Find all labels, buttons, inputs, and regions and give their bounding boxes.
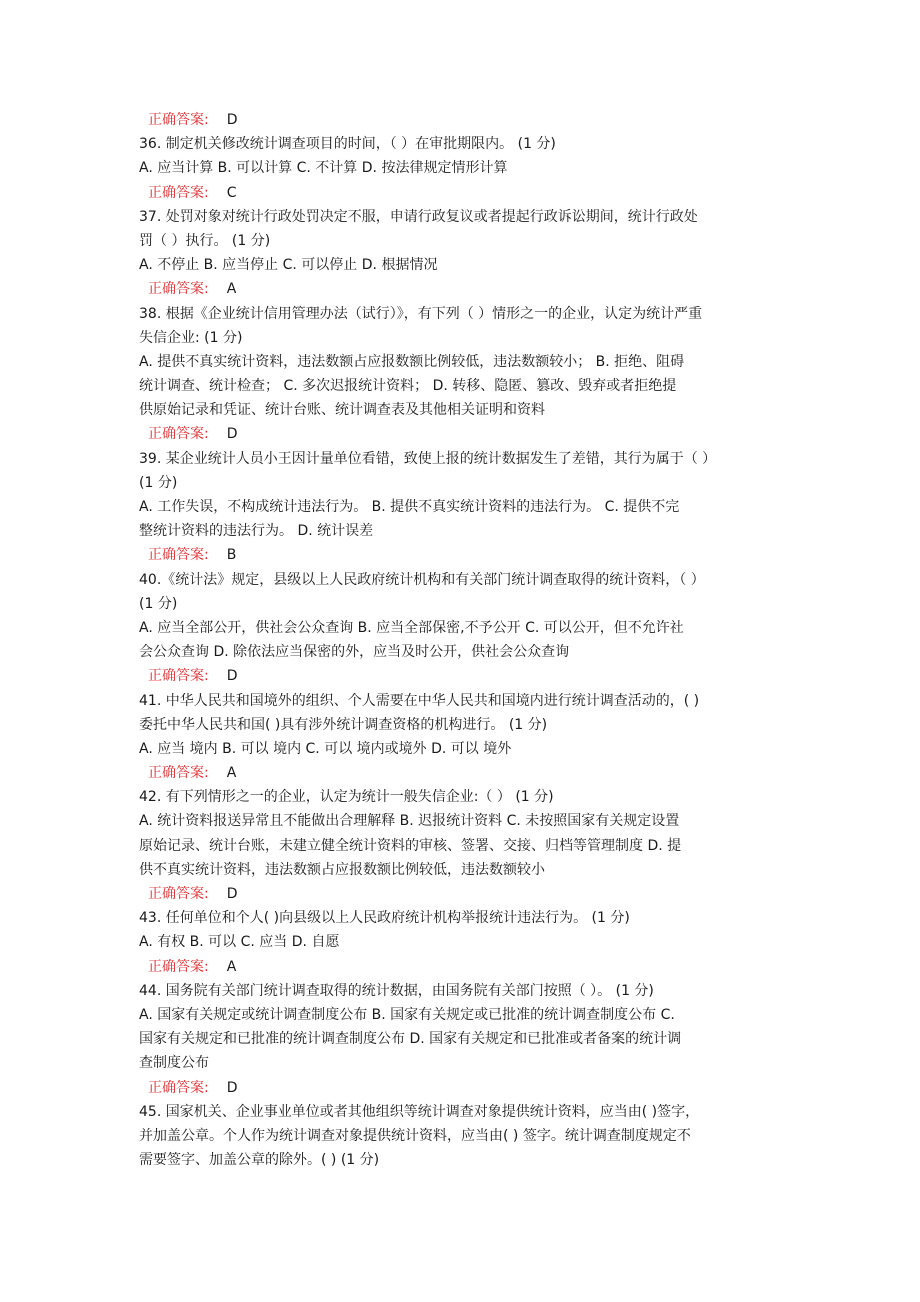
question-text-line: 会公众查询 D. 除依法应当保密的外，应当及时公开，供社会公众查询 bbox=[139, 644, 570, 661]
question-text-line: 供不真实统计资料，违法数额占应报数额比例较低，违法数额较小 bbox=[139, 861, 545, 878]
question-text-line: 45. 国家机关、企业事业单位或者其他组织等统计调查对象提供统计资料，应当由( )签字， bbox=[139, 1103, 700, 1120]
question-text-line: 36. 制定机关修改统计调查项目的时间，（ ）在审批期限内。 (1 分) bbox=[139, 136, 556, 153]
correct-answer-label: 正确答案: bbox=[148, 112, 209, 128]
correct-answer-row bbox=[139, 882, 791, 906]
correct-answer-label: 正确答案: bbox=[148, 281, 209, 298]
question-text-line: A. 提供不真实统计资料，违法数额占应报数额比例较低，违法数额较小； B. 拒绝、阻碍 bbox=[139, 353, 685, 370]
correct-answer-label: 正确答案: bbox=[148, 765, 209, 782]
correct-answer-label: 正确答案: bbox=[148, 1079, 209, 1096]
question-text-line: 42. 有下列情形之一的企业，认定为统计一般失信企业:（ ） (1 分) bbox=[139, 789, 554, 806]
correct-answer-row bbox=[139, 664, 791, 688]
question-text-line: 罚（ ）执行。 (1 分) bbox=[139, 232, 271, 249]
question-text-line: A. 国家有关规定或统计调查制度公布 B. 国家有关规定或已批准的统计调查制度公布 C. bbox=[139, 1006, 675, 1023]
question-text-line: (1 分) bbox=[139, 474, 178, 491]
question-text-line: A. 应当计算 B. 可以计算 C. 不计算 D. 按法律规定情形计算 bbox=[139, 160, 508, 177]
correct-answer-label: 正确答案: bbox=[148, 886, 209, 902]
correct-answer-label: 正确答案: bbox=[148, 958, 209, 975]
correct-answer-value: A bbox=[226, 765, 237, 782]
question-text-line: 委托中华人民共和国( )具有涉外统计调查资格的机构进行。 (1 分) bbox=[139, 716, 548, 733]
correct-answer-value: B bbox=[226, 547, 237, 564]
question-document bbox=[139, 108, 791, 1172]
question-text-line: 需要签字、加盖公章的除外。( ) (1 分) bbox=[139, 1152, 380, 1169]
correct-answer-row bbox=[139, 955, 791, 979]
question-text-line: A. 不停止 B. 应当停止 C. 可以停止 D. 根据情况 bbox=[139, 257, 438, 274]
correct-answer-value: D bbox=[226, 112, 238, 128]
correct-answer-value: A bbox=[226, 281, 237, 298]
question-text-line: 整统计资料的违法行为。 D. 统计误差 bbox=[139, 523, 374, 540]
question-text-line: 统计调查、统计检查； C. 多次迟报统计资料； D. 转移、隐匿、篡改、毁弃或者拒绝提 bbox=[139, 378, 677, 395]
correct-answer-label: 正确答案: bbox=[148, 426, 209, 443]
question-text-line: 44. 国务院有关部门统计调查取得的统计数据，由国务院有关部门按照（ ）。 (1 分) bbox=[139, 982, 654, 999]
question-text-line: A. 有权 B. 可以 C. 应当 D. 自愿 bbox=[139, 934, 340, 951]
correct-answer-value: D bbox=[226, 1079, 238, 1096]
question-text-line: 41. 中华人民共和国境外的组织、个人需要在中华人民共和国境内进行统计调查活动的，( ) bbox=[139, 692, 700, 709]
correct-answer-value: D bbox=[226, 668, 238, 685]
correct-answer-row bbox=[139, 277, 791, 301]
correct-answer-value: D bbox=[226, 886, 238, 902]
correct-answer-row bbox=[139, 181, 791, 205]
question-text-line: 37. 处罚对象对统计行政处罚决定不服，申请行政复议或者提起行政诉讼期间，统计行政处 bbox=[139, 208, 698, 225]
question-text-line: 39. 某企业统计人员小王因计量单位看错，致使上报的统计数据发生了差错，其行为属于（ ） bbox=[139, 450, 717, 467]
question-text-line: 原始记录、统计台账，未建立健全统计资料的审核、签署、交接、归档等管理制度 D. 提 bbox=[139, 837, 682, 854]
question-text-line: 38. 根据《企业统计信用管理办法（试行）》，有下列（ ）情形之一的企业，认定为统计严重 bbox=[139, 305, 703, 322]
correct-answer-row bbox=[139, 543, 791, 567]
question-text-line: 40.《统计法》规定，县级以上人民政府统计机构和有关部门统计调查取得的统计资料，（ ） bbox=[139, 571, 705, 588]
question-text-line: A. 应当全部公开，供社会公众查询 B. 应当全部保密,不予公开 C. 可以公开，但不允许社 bbox=[139, 619, 684, 636]
question-text-line: 供原始记录和凭证、统计台账、统计调查表及其他相关证明和资料 bbox=[139, 402, 545, 419]
question-text-line: 国家有关规定和已批准的统计调查制度公布 D. 国家有关规定和已批准或者备案的统计调 bbox=[139, 1031, 682, 1048]
correct-answer-row bbox=[139, 108, 791, 132]
correct-answer-value: D bbox=[226, 426, 238, 443]
question-text-line: A. 工作失误，不构成统计违法行为。 B. 提供不真实统计资料的违法行为。 C. 提供不完 bbox=[139, 499, 680, 515]
question-text-line: A. 应当 境内 B. 可以 境内 C. 可以 境内或境外 D. 可以 境外 bbox=[139, 740, 512, 757]
question-text-line: 并加盖公章。个人作为统计调查对象提供统计资料，应当由( ) 签字。统计调查制度规定不 bbox=[139, 1127, 691, 1144]
correct-answer-row bbox=[139, 761, 791, 785]
correct-answer-value: A bbox=[226, 958, 237, 975]
correct-answer-label: 正确答案: bbox=[148, 547, 209, 564]
question-text-line: 查制度公布 bbox=[139, 1055, 209, 1072]
correct-answer-label: 正确答案: bbox=[148, 668, 209, 685]
question-text-line: 失信企业: (1 分) bbox=[139, 329, 243, 346]
correct-answer-row bbox=[139, 422, 791, 446]
correct-answer-label: 正确答案: bbox=[148, 184, 209, 201]
question-text-line: A. 统计资料报送异常且不能做出合理解释 B. 迟报统计资料 C. 未按照国家有关规定设置 bbox=[139, 813, 680, 830]
correct-answer-row bbox=[139, 1076, 791, 1100]
question-text-line: 43. 任何单位和个人( )向县级以上人民政府统计机构举报统计违法行为。 (1 分) bbox=[139, 910, 630, 927]
correct-answer-value: C bbox=[226, 184, 237, 201]
question-text-line: (1 分) bbox=[139, 595, 178, 612]
